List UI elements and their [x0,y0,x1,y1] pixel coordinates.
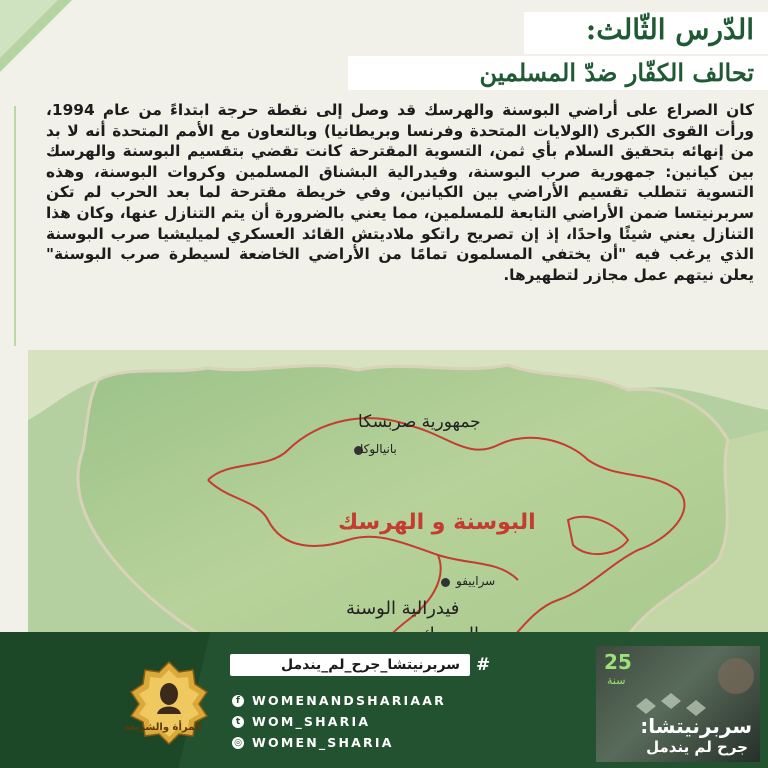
badge-title-line2: جرح لم يندمل [646,738,748,756]
side-rule [14,106,16,346]
sarajevo-marker [441,578,450,587]
women-and-sharia-logo [123,660,211,746]
facebook-icon: f [232,695,244,707]
logo-caption: المرأة والشريعة [123,722,202,733]
corner-decoration-inner [0,0,58,58]
hash-symbol: # [476,655,491,675]
social-facebook[interactable] [232,693,446,708]
lesson-title: الدّرس الثّالث: [585,13,754,46]
bosnia-map [28,350,768,650]
badge-title-line1: سربرنيتشا: [640,714,752,738]
map-label-republika-srpska: جمهورية صربسكا [358,412,481,432]
facebook-handle: WOMENANDSHARIAAR [252,693,446,708]
map-label-sarajevo: سراييفو [456,574,496,588]
lesson-subtitle: تحالف الكفّار ضدّ المسلمين [479,58,754,87]
twitter-handle: WOM_SHARIA [252,714,371,729]
social-instagram[interactable] [232,735,394,750]
map-label-federation: فيدرالية الوسنة [346,598,460,619]
twitter-icon: t [232,716,244,728]
social-twitter[interactable] [232,714,370,729]
badge-number: 25 [604,650,632,674]
srebrenica-badge [596,646,760,762]
instagram-icon: ◎ [232,737,244,749]
hashtag-label: سربرنيتشا_جرح_لم_يندمل [230,654,470,676]
badge-unit: سنة [607,674,626,687]
instagram-handle: WOMEN_SHARIA [252,735,394,750]
map-label-bosnia-herzegovina: البوسنة و الهرسك [338,510,536,535]
map-label-banja-luka: بانيالوكا [360,442,397,456]
lesson-paragraph: كان الصراع على أراضي البوسنة والهرسك قد وصل إلى نقطة حرجة ابتداءً من عام 1994، ورأت القوى الكبرى (الولايات المتحدة وفرنسا وبريطانيا) وبالتعاون مع الأمم المتحدة أنه لا بد من إنهائه بتحقيق السلام بأي ثمن، التسوية المقترحة كانت تقضي بتقسيم البوسنة والهرسك بين كيانين: جمهورية صرب البوسنة، وفيدرالية البشناق المسلمين وكروات البوسنة، وهذه التسوية تتطلب تقسيم الأراضي بين الكيانين، وفي خريطة مقترحة لما بعد الحرب لم تكن سربرنيتسا ضمن الأراضي التابعة للمسلمين، مما يعني بالضرورة أن يتم التنازل عنها، وكان هذا التنازل يعني شيئًا واحدًا، إذ إن تصريح راتكو ملاديتش القائد العسكري لميليشيا صرب البوسنة الذي يرغب فيه "أن يختفي المسلمون تمامًا من الأراضي الخاضعة لسيطرة صرب البوسنة" يعلن نيتهم عمل مجازر لتطهيرها. [46,101,754,284]
